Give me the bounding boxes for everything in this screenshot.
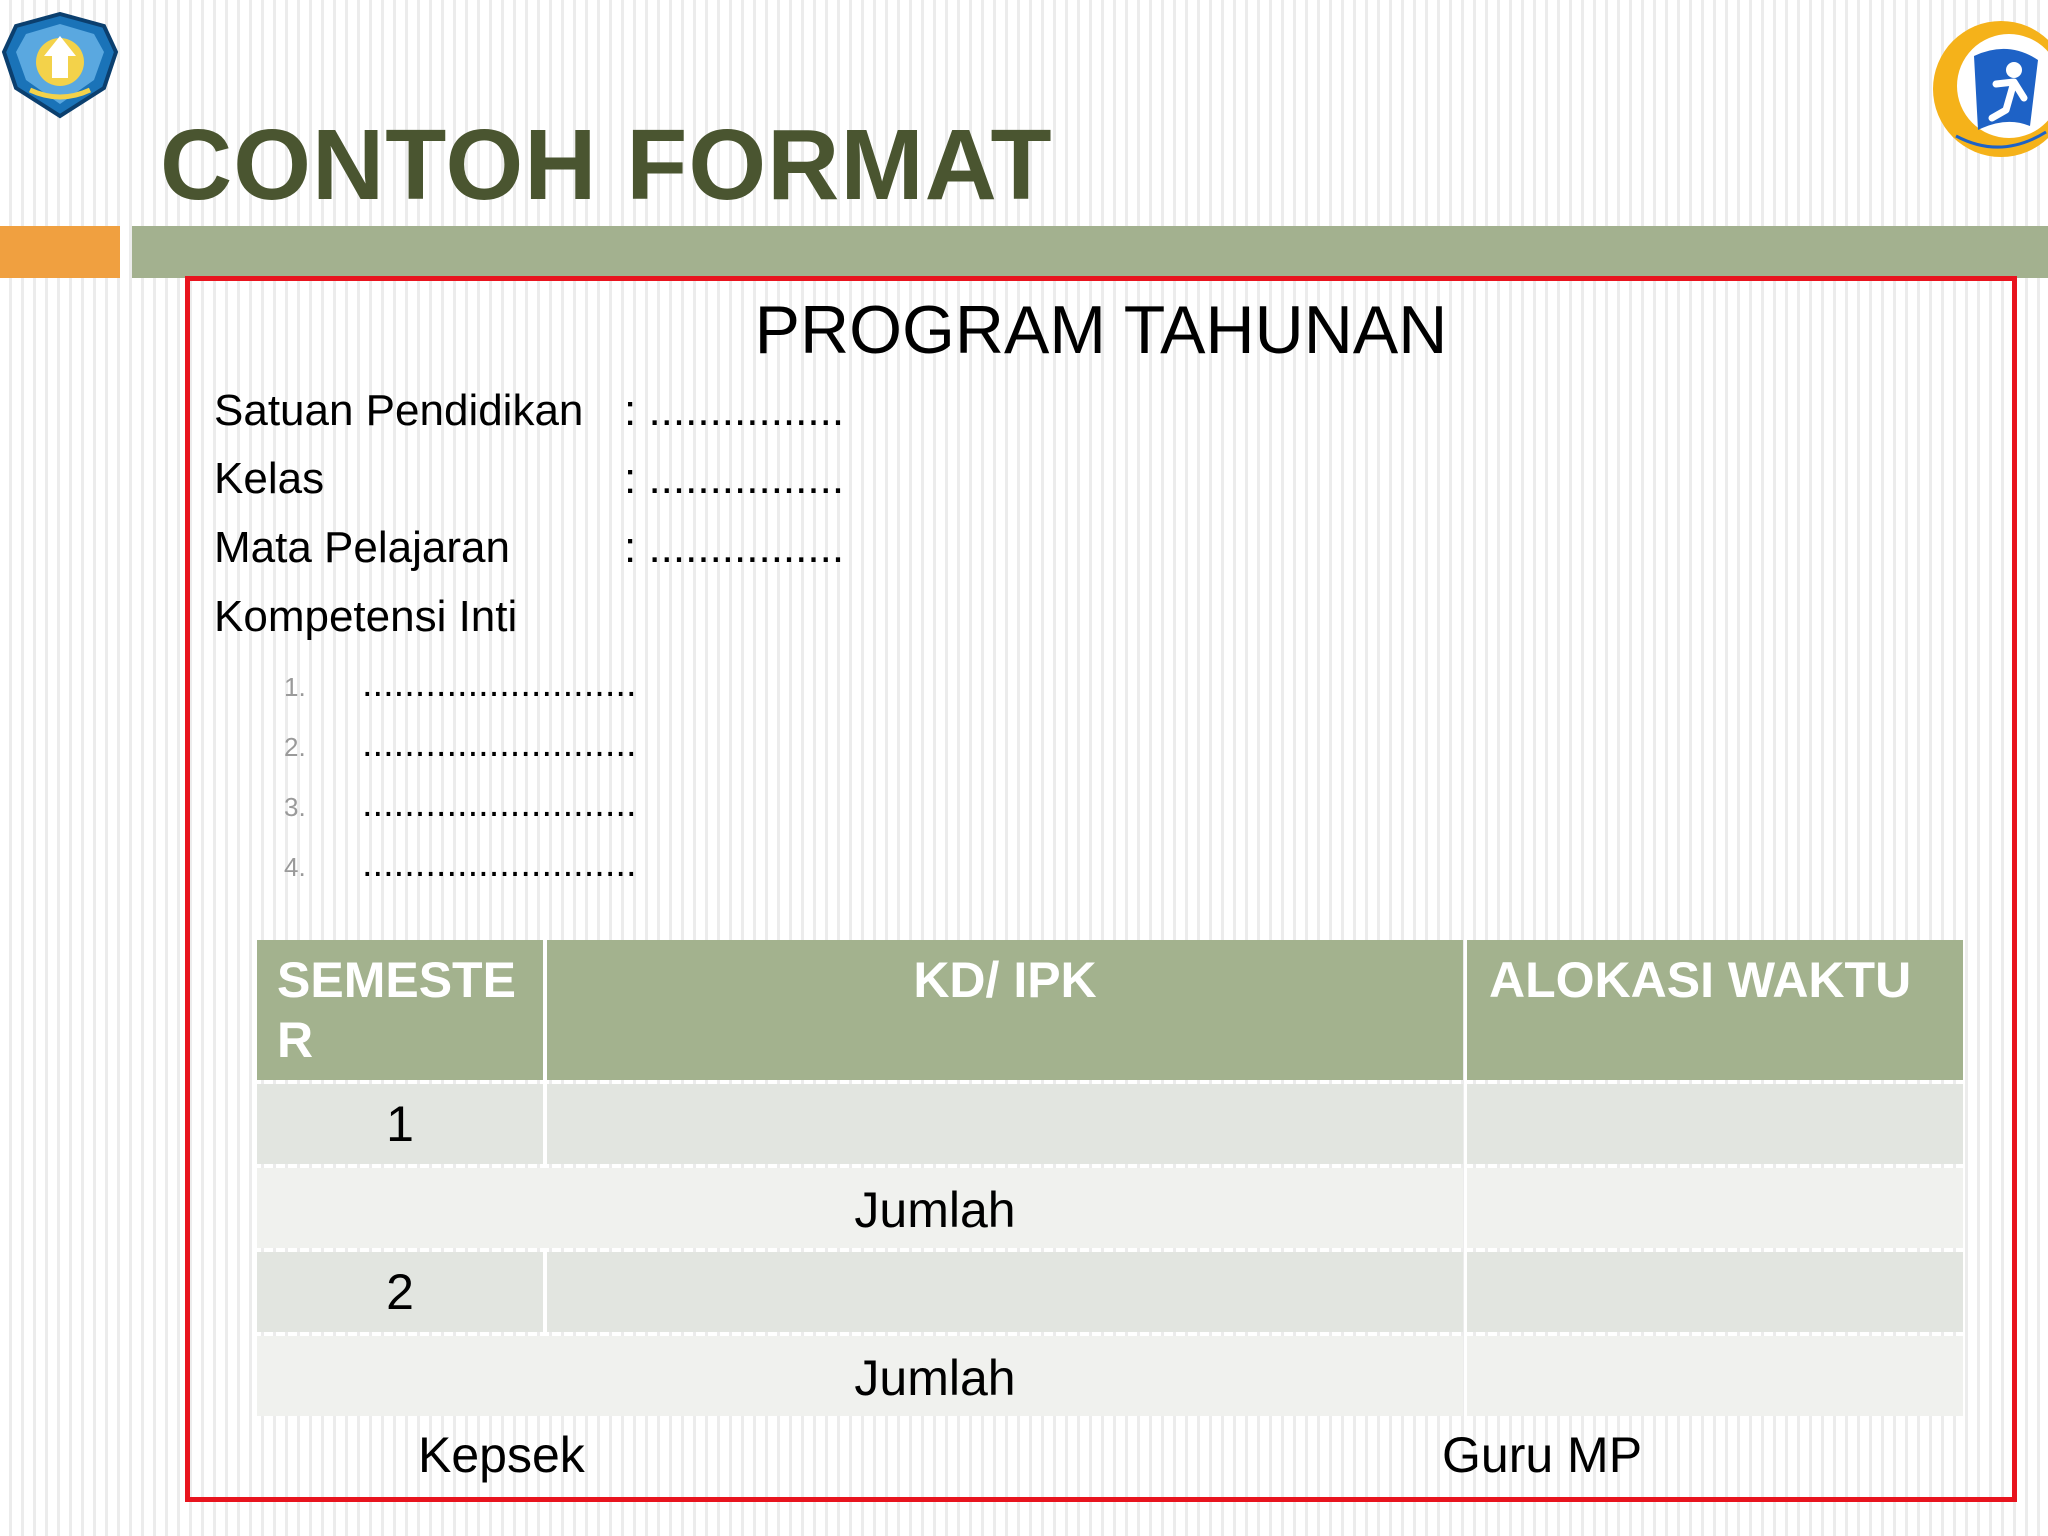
program-tahunan-frame [185,276,2017,1502]
jumlah-cell: Jumlah [257,1336,1463,1416]
field-kompetensi-inti [214,587,624,647]
kurikulum-2013-logo [1926,14,2048,164]
field-value: : ................ [624,454,845,503]
semester-cell: 2 [257,1252,543,1332]
kemendikbud-logo [0,12,120,120]
jumlah-value-cell [1467,1336,1963,1416]
field-value: : ................ [624,386,845,435]
item-text: .......................... [362,843,637,885]
field-label: Mata Pelajaran [214,523,510,572]
item-number: 2. [284,732,306,762]
semester-cell: 1 [257,1084,543,1164]
jumlah-cell: Jumlah [257,1168,1463,1248]
table-header-row [257,940,1963,1080]
item-text: .......................... [362,783,637,825]
kompetensi-item [284,839,637,889]
signature-guru-mp: Guru MP [1442,1427,1643,1483]
kd-cell [547,1084,1463,1164]
kompetensi-item [284,659,637,709]
field-mata-pelajaran [214,518,844,578]
item-text: .......................... [362,723,637,765]
accent-bar-orange [0,226,120,278]
alokasi-cell [1467,1252,1963,1332]
jumlah-value-cell [1467,1168,1963,1248]
field-kelas [214,449,844,509]
kompetensi-item [284,719,637,769]
table-row-jumlah-2 [257,1336,1963,1416]
kd-cell [547,1252,1463,1332]
item-number: 1. [284,672,306,702]
program-table [257,940,1963,1416]
field-label: Kompetensi Inti [214,592,518,641]
alokasi-cell [1467,1084,1963,1164]
header-semester: SEMESTE R [257,940,543,1080]
field-label: Kelas [214,454,325,503]
table-row-jumlah-1 [257,1168,1963,1248]
kompetensi-item [284,779,637,829]
accent-bar-green [132,226,2048,278]
field-value: : ................ [624,523,845,572]
slide-title: CONTOH FORMAT [160,109,1053,221]
document-title: PROGRAM TAHUNAN [754,292,1448,368]
item-number: 4. [284,852,306,882]
table-row-semester-1 [257,1084,1963,1164]
header-kd-ipk: KD/ IPK [547,940,1463,1080]
item-number: 3. [284,792,306,822]
header-alokasi-waktu: ALOKASI WAKTU [1467,940,1963,1080]
field-satuan-pendidikan [214,381,844,441]
field-label: Satuan Pendidikan [214,386,584,435]
signature-kepsek: Kepsek [418,1427,585,1483]
table-row-semester-2 [257,1252,1963,1332]
item-text: .......................... [362,663,637,705]
